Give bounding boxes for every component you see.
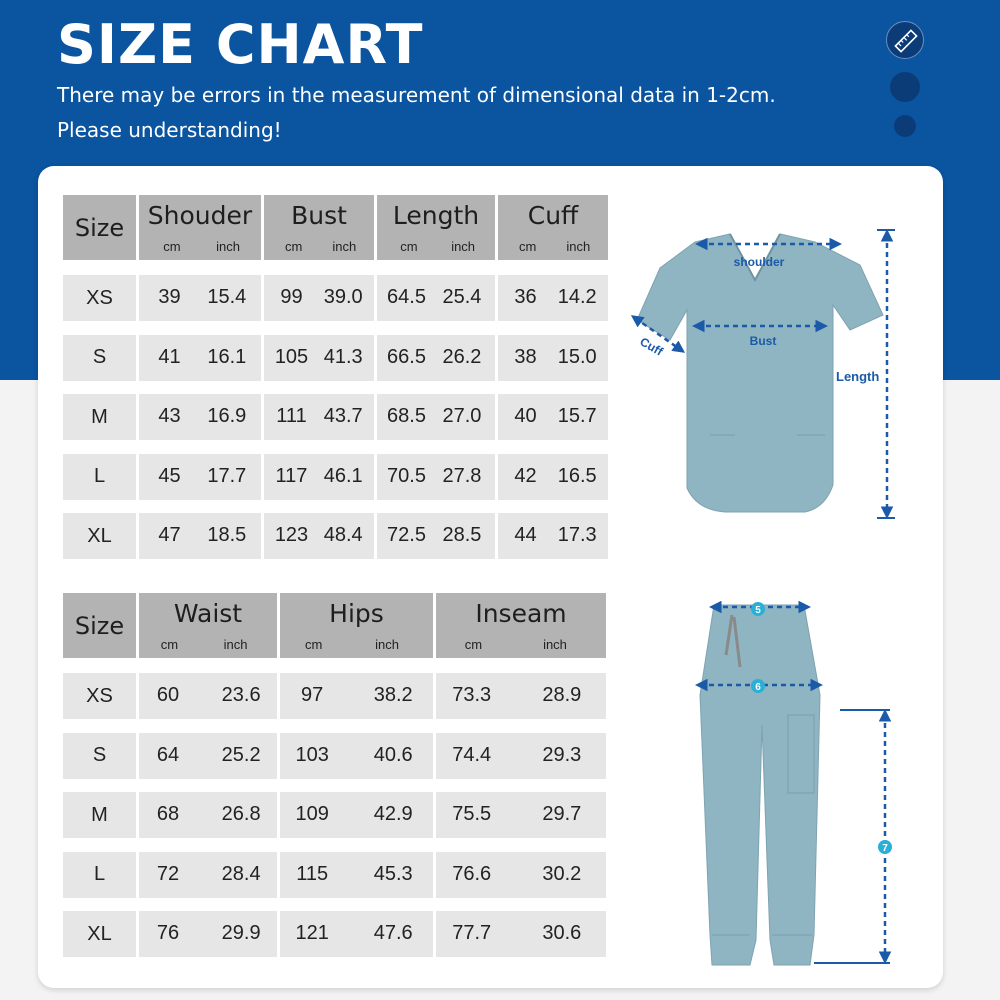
unit-cm-label: cm xyxy=(163,239,181,254)
table-cell xyxy=(264,335,374,381)
table-cell xyxy=(280,911,433,957)
cm-value: 75.5 xyxy=(452,803,492,825)
length-label: Length xyxy=(836,369,880,384)
table-cell xyxy=(139,513,261,559)
cm-value: 42 xyxy=(514,464,537,487)
size-header-cell xyxy=(63,195,136,260)
inch-value: 16.5 xyxy=(557,464,597,487)
inch-value: 29.3 xyxy=(542,743,582,766)
size-label: XS xyxy=(86,684,113,707)
scrub-pants-shape xyxy=(700,605,820,965)
cm-value: 97 xyxy=(301,684,324,706)
column-header-cuff xyxy=(498,195,608,260)
inch-value: 15.4 xyxy=(207,286,247,308)
cuff-label: Cuff xyxy=(637,334,666,359)
unit-inch-label: inch xyxy=(375,637,400,652)
table-cell xyxy=(436,733,606,779)
inch-value: 27.8 xyxy=(442,464,482,487)
table-cell xyxy=(139,394,261,440)
size-header-cell xyxy=(63,593,136,658)
cm-value: 77.7 xyxy=(452,922,492,944)
unit-inch-label: inch xyxy=(216,239,240,254)
table-cell xyxy=(436,792,606,838)
cm-value: 43 xyxy=(158,405,181,427)
inch-value: 23.6 xyxy=(221,684,261,706)
cm-value: 44 xyxy=(514,524,537,546)
inch-value: 43.7 xyxy=(323,405,363,427)
shoulder-label: shoulder xyxy=(733,255,785,269)
table-cell xyxy=(139,792,277,838)
cm-value: 103 xyxy=(295,743,329,766)
unit-cm-label: cm xyxy=(304,637,323,652)
inch-value: 42.9 xyxy=(373,803,413,825)
size-cell xyxy=(63,911,136,957)
cm-value: 72 xyxy=(156,862,180,885)
size-label: M xyxy=(91,803,108,826)
inch-value: 25.2 xyxy=(221,743,261,766)
cm-value: 72.5 xyxy=(387,524,426,546)
inch-value: 18.5 xyxy=(207,524,247,546)
table-cell xyxy=(498,275,608,321)
size-cell xyxy=(63,335,136,381)
table-cell xyxy=(377,275,495,321)
table-cell xyxy=(377,513,495,559)
cm-value: 76 xyxy=(156,922,180,944)
size-label: L xyxy=(93,863,106,885)
table-cell xyxy=(280,733,433,779)
cm-value: 70.5 xyxy=(387,464,426,487)
cm-value: 68 xyxy=(156,803,180,825)
column-title: Hips xyxy=(329,599,384,628)
column-title: Length xyxy=(392,201,480,230)
cm-value: 45 xyxy=(158,464,181,487)
unit-inch-label: inch xyxy=(223,637,248,652)
size-header-label: Size xyxy=(74,213,125,242)
cm-value: 40 xyxy=(514,405,537,427)
cm-value: 41 xyxy=(158,345,181,368)
size-cell xyxy=(63,275,136,321)
column-header-inseam xyxy=(436,593,606,658)
column-title: Waist xyxy=(173,599,243,628)
table-cell xyxy=(139,733,277,779)
cm-value: 105 xyxy=(274,345,309,368)
table-cell xyxy=(498,454,608,500)
cm-value: 117 xyxy=(275,464,308,487)
column-title: Inseam xyxy=(475,599,567,628)
inch-value: 17.7 xyxy=(207,464,247,487)
size-label: S xyxy=(92,744,107,766)
cm-value: 64.5 xyxy=(387,286,426,308)
inch-value: 28.4 xyxy=(221,862,261,885)
size-label: XS xyxy=(86,286,113,309)
size-label: L xyxy=(93,465,106,487)
inch-value: 41.3 xyxy=(323,345,363,368)
column-header-length xyxy=(377,195,495,260)
unit-cm-label: cm xyxy=(519,239,537,254)
table-cell xyxy=(264,394,374,440)
inch-value: 28.5 xyxy=(442,524,482,546)
table-cell xyxy=(264,454,374,500)
column-header-bust xyxy=(264,195,374,260)
decor-dot-small xyxy=(894,115,916,137)
inch-value: 25.4 xyxy=(442,286,482,308)
cm-value: 76.6 xyxy=(452,862,492,885)
inch-value: 29.9 xyxy=(221,922,261,944)
table-cell xyxy=(436,673,606,719)
table-cell xyxy=(264,513,374,559)
table-cell xyxy=(280,852,433,898)
page-title: SIZE CHART xyxy=(57,13,424,76)
table-cell xyxy=(139,454,261,500)
inch-value: 29.7 xyxy=(542,803,582,825)
size-header-label: Size xyxy=(74,611,125,640)
size-label: M xyxy=(91,405,108,428)
inch-value: 14.2 xyxy=(557,286,597,308)
inch-value: 27.0 xyxy=(442,405,482,427)
size-label: XL xyxy=(87,922,112,945)
understanding-note: Please understanding! xyxy=(57,118,282,142)
table-cell xyxy=(280,673,433,719)
inch-value: 26.2 xyxy=(442,345,482,368)
inch-value: 26.8 xyxy=(221,803,261,825)
table-cell xyxy=(377,394,495,440)
table-cell xyxy=(498,335,608,381)
column-header-shouder xyxy=(139,195,261,260)
cm-value: 73.3 xyxy=(452,684,492,706)
unit-cm-label: cm xyxy=(400,239,418,254)
cm-value: 47 xyxy=(158,524,181,546)
table-cell xyxy=(264,275,374,321)
decor-dot-medium xyxy=(890,72,920,102)
scrub-top-diagram xyxy=(625,220,905,530)
inch-value: 47.6 xyxy=(373,922,413,944)
table-cell xyxy=(377,454,495,500)
ruler-icon xyxy=(886,21,924,59)
size-cell xyxy=(63,454,136,500)
inseam-marker: 7 xyxy=(882,843,888,854)
table-cell xyxy=(139,852,277,898)
cm-value: 68.5 xyxy=(387,405,426,427)
column-header-hips xyxy=(280,593,433,658)
inch-value: 28.9 xyxy=(542,684,582,706)
inch-value: 16.1 xyxy=(207,345,247,368)
unit-inch-label: inch xyxy=(451,239,476,254)
inch-value: 38.2 xyxy=(373,684,413,706)
size-cell xyxy=(63,733,136,779)
cm-value: 74.4 xyxy=(452,743,492,766)
size-cell xyxy=(63,513,136,559)
cm-value: 60 xyxy=(156,684,180,706)
size-cell xyxy=(63,673,136,719)
cm-value: 111 xyxy=(276,405,307,427)
size-label: XL xyxy=(87,524,112,547)
size-label: S xyxy=(92,346,107,368)
table-cell xyxy=(139,673,277,719)
measurement-note: There may be errors in the measurement of dimensional data in 1-2cm. xyxy=(57,83,776,107)
cm-value: 64 xyxy=(156,743,180,766)
column-title: Cuff xyxy=(527,201,579,230)
unit-inch-label: inch xyxy=(543,637,567,652)
table-cell xyxy=(139,911,277,957)
table-cell xyxy=(139,275,261,321)
cm-value: 99 xyxy=(280,286,303,308)
column-title: Shouder xyxy=(147,201,253,230)
inch-value: 17.3 xyxy=(557,524,597,546)
inch-value: 15.0 xyxy=(557,345,597,368)
unit-inch-label: inch xyxy=(332,239,357,254)
cm-value: 109 xyxy=(295,803,329,825)
inch-value: 46.1 xyxy=(323,464,363,487)
hips-marker: 6 xyxy=(755,682,761,693)
table-cell xyxy=(436,911,606,957)
inch-value: 16.9 xyxy=(207,405,247,427)
table-cell xyxy=(498,513,608,559)
column-header-waist xyxy=(139,593,277,658)
scrub-pants-diagram xyxy=(690,595,910,975)
table-cell xyxy=(436,852,606,898)
size-cell xyxy=(63,792,136,838)
cm-value: 121 xyxy=(295,922,329,944)
inch-value: 40.6 xyxy=(373,743,413,766)
unit-cm-label: cm xyxy=(464,637,483,652)
cm-value: 123 xyxy=(274,524,309,546)
cm-value: 115 xyxy=(296,862,329,885)
table-cell xyxy=(498,394,608,440)
size-cell xyxy=(63,852,136,898)
inch-value: 30.6 xyxy=(542,922,582,944)
table-cell xyxy=(139,335,261,381)
unit-cm-label: cm xyxy=(160,637,179,652)
table-cell xyxy=(280,792,433,838)
column-title: Bust xyxy=(291,201,347,230)
inch-value: 48.4 xyxy=(323,524,363,546)
cm-value: 36 xyxy=(514,286,537,308)
inch-value: 15.7 xyxy=(557,405,597,427)
unit-inch-label: inch xyxy=(566,239,591,254)
cm-value: 66.5 xyxy=(387,345,426,368)
bust-label: Bust xyxy=(749,334,777,348)
table-cell xyxy=(377,335,495,381)
cm-value: 38 xyxy=(514,345,537,368)
unit-cm-label: cm xyxy=(285,239,303,254)
inch-value: 39.0 xyxy=(323,286,363,308)
size-cell xyxy=(63,394,136,440)
waist-marker: 5 xyxy=(755,605,761,616)
cm-value: 39 xyxy=(158,286,181,308)
inch-value: 30.2 xyxy=(542,862,582,885)
inch-value: 45.3 xyxy=(373,862,413,885)
